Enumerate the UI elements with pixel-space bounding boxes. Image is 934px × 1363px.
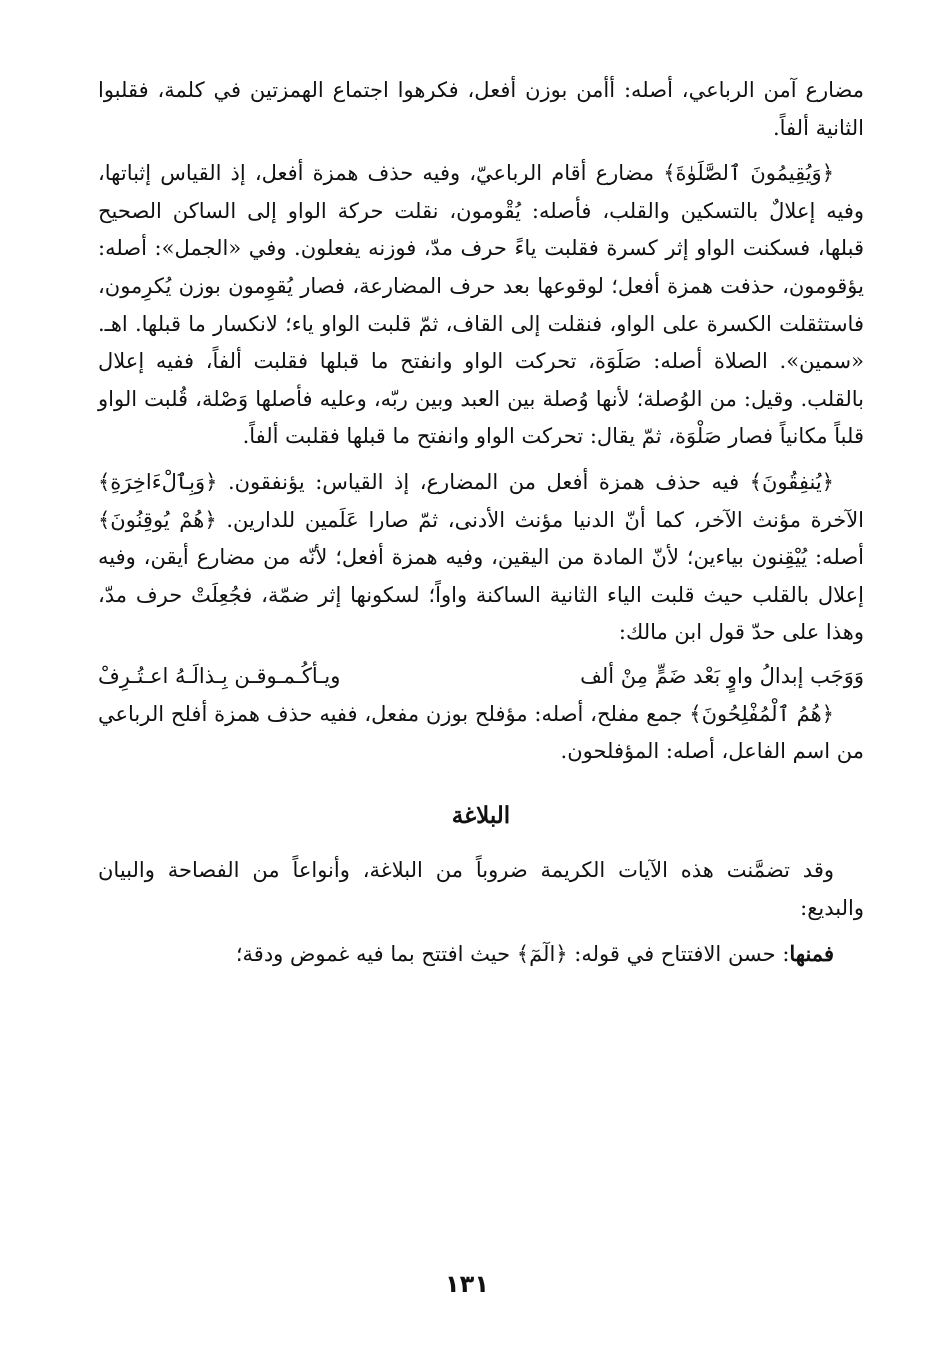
paragraph-4: ﴿هُمُ ٱلْمُفْلِحُونَ﴾ جمع مفلح، أصله: مؤفلح بوزن مفعل، ففيه حذف همزة أفلح الرباعي من اسم الفاعل، أصله: المؤفلحون.: [98, 701, 864, 764]
paragraph-6: [98, 935, 864, 974]
page-body: [98, 72, 864, 974]
paragraph-3: ﴿يُنفِقُونَ﴾ فيه حذف همزة أفعل من المضارع، إذ القياس: يؤنفقون. ﴿وَبِٱلْءَاخِرَةِ﴾ الآخرة مؤنث الآخر، كما أنّ الدنيا مؤنث الأدنى، ثمّ صارا عَلَمين للدارين. ﴿هُمْ يُوقِنُونَ﴾ أصله: يُيْقِنون بياءين؛ لأنّ المادة من اليقين، وفيه همزة أفعل؛ لأنّه من مضارع أيقن، وفيه إعلال بالقلب حيث قلبت الياء الثانية الساكنة واواً؛ لسكونها إثر ضمّة، فجُعِلَتْ حرف مدّ، وهذا على حدّ قول ابن مالك:: [98, 469, 865, 645]
spacer: [98, 927, 864, 935]
paragraph-6-lead: فمنها: [789, 941, 834, 967]
paragraph-6-text: : حسن الافتتاح في قوله: ﴿الٓمٓ﴾ حيث افتتح بما فيه غموض ودقة؛: [235, 942, 790, 967]
paragraph-2: ﴿وَيُقِيمُونَ ٱلصَّلَوٰةَ﴾ مضارع أقام الرباعيّ، وفيه حذف همزة أفعل، إذ القياس إثباتها، وفيه إعلالٌ بالتسكين والقلب، فأصله: يُقْومون، نقلت حركة الواو إلى الساكن الصحيح قبلها، فسكنت الواو إثر كسرة فقلبت ياءً حرف مدّ، فوزنه يفعلون. وفي «الجمل»: أصله: يؤقومون، حذفت همزة أفعل؛ لوقوعها بعد حرف المضارعة، فصار يُقوِمون بوزن يُكرِمون، فاستثقلت الكسرة على الواو، فنقلت إلى القاف، ثمّ قلبت الواو ياء؛ لانكسار ما قبلها. اهـ. «سمين». الصلاة أصله: صَلَوَة، تحركت الواو وانفتح ما قبلها فقلبت ألفاً، ففيه إعلال بالقلب. وقيل: من الوُصلة؛ لأنها وُصلة بين العبد وبين ربّه، وعليه فأصلها وَصْلة، قُلبت الواو قلباً مكانياً فصار صَلْوَة، ثمّ يقال: تحركت الواو وانفتح ما قبلها فقلبت ألفاً.: [98, 161, 864, 449]
paragraph-1: مضارع آمن الرباعي، أصله: أأمن بوزن أفعل، فكرهوا اجتماع الهمزتين في كلمة، فقلبوا الثانية ألفاً.: [98, 78, 864, 140]
paragraph-5: وقد تضمَّنت هذه الآيات الكريمة ضروباً من البلاغة، وأنواعاً من الفصاحة والبيان والبديع:: [98, 858, 864, 920]
section-heading: البلاغة: [451, 801, 511, 829]
page-number: ١٣١: [445, 1270, 489, 1298]
verse-second-hemistich: ويـأكُـمـوقـن بِـذالَـهُ اعـتُـرِفْ: [98, 663, 341, 688]
poetry-verse: [98, 658, 864, 696]
verse-first-hemistich: وَوَجَب إبدالُ واوٍ بَعْد ضَمٍّ مِنْ ألف: [580, 663, 864, 688]
spacer: [98, 147, 864, 155]
spacer: [98, 456, 864, 464]
